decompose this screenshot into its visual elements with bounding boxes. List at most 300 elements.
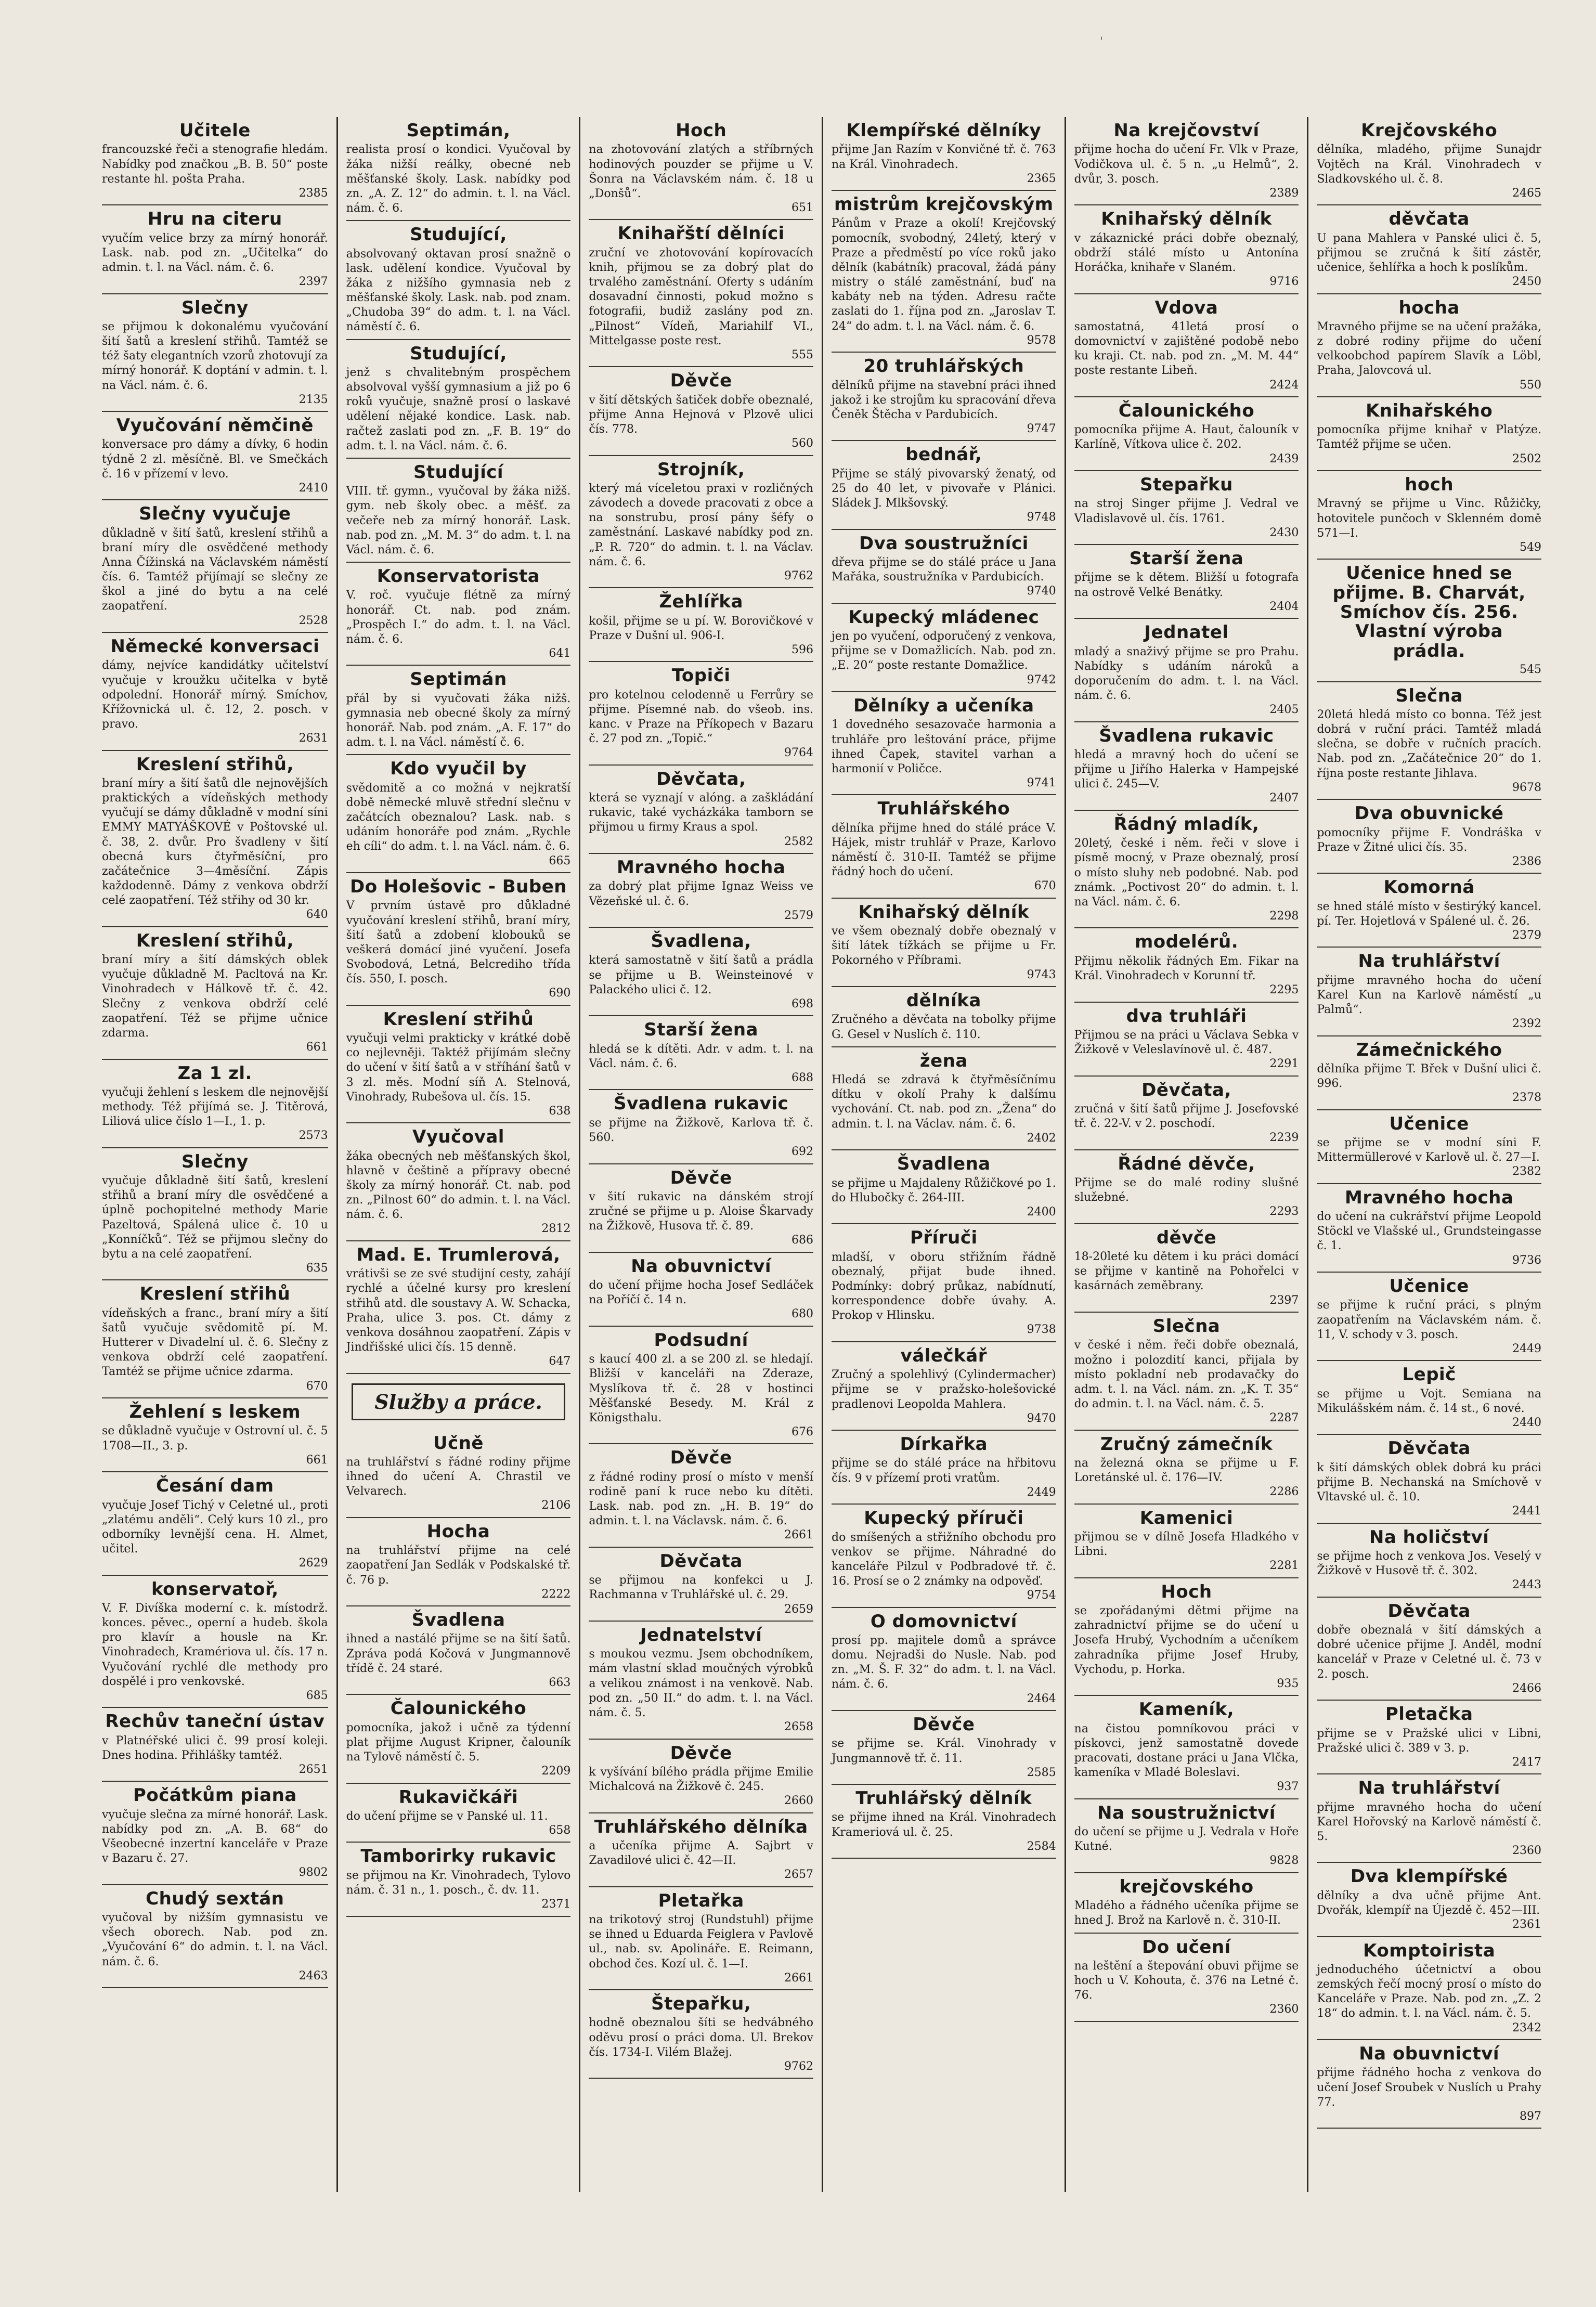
ad-heading: Vdova (1154, 297, 1218, 318)
ad-number: 2281 (1269, 1559, 1299, 1573)
classified-ad (589, 1622, 813, 1740)
ad-number: 2378 (1512, 1091, 1541, 1105)
ad-number: 2397 (1269, 1293, 1299, 1307)
ad-number: 2298 (1269, 910, 1299, 923)
ad-body: vyučuji velmi prakticky v krátké době co nejlevněji. Taktéž přijímám slečny do učení v šití šatů a v stříhání šatů v 3 zl. měs. Modní síň A. Stelnová, Vinohrady, Rubešova ul. čís. 15. (346, 1032, 571, 1104)
ad-number: 2661 (784, 1528, 813, 1542)
ad-number: 661 (306, 1453, 328, 1467)
ad-heading: Kreslení střihů, (136, 930, 294, 951)
classified-ad (832, 604, 1056, 692)
ad-body: jednoduchého účetnictví a obou zemských řečí mocný prosí o místo do Kanceláře v Praze. Nab. pod zn. „Z. 2 18“ do admin. t. l. na Václ. nám. č. 5. (1317, 1963, 1541, 2020)
ad-heading: Čalounického (1118, 400, 1255, 421)
classified-ad (1317, 471, 1541, 560)
ad-number: 596 (791, 643, 813, 656)
ad-body: v Platnéřské ulici č. 99 prosí koleji. Dnes hodina. Přihlášky tamtéž. (102, 1734, 328, 1762)
ad-number: 2528 (299, 614, 328, 627)
ad-body: zruční ve zhotovování kopírovacích knih, přijmou se za dobrý plat do trvalého zaměstnání. Oferty s udáním dosavadní činnosti, pokud možno s fotografii, budiž zaslány pod zn. „Pilnost“ Vídeň, Mariahilf VI., Mittelgasse poste rest. (589, 246, 813, 347)
ad-body: ihned a nastálé přijme se na šití šatů. Zpráva podá Kočová v Jungmannově třídě č. 24 staré. (346, 1632, 571, 1675)
ad-body: se zpořádanými dětmi přijme na zahradnictví přijme se do učení u Josefa Hrubý, Vychodním a učeníkem zahradníka přijme Josef Hruby, Vychodu, p. Horka. (1074, 1604, 1299, 1676)
ad-heading: Rechův taneční ústav (105, 1711, 325, 1732)
ad-number: 690 (549, 987, 571, 1000)
ad-heading: Mad. E. Trumlerová, (356, 1244, 561, 1265)
classified-ad (346, 755, 571, 873)
classified-ad (346, 340, 571, 459)
classified-ad (832, 987, 1056, 1047)
ad-body: přijme mravného hocha do učení Karel Kun na Karlově náměstí „u Palmů“. (1317, 974, 1541, 1017)
classified-ad (1317, 1435, 1541, 1523)
ad-heading: Děvče (670, 370, 732, 392)
classified-ad (102, 1280, 328, 1398)
ad-body: Zručného a děvčata na tobolky přijme G. Gesel v Nuslích č. 110. (831, 1013, 1056, 1041)
ad-number: 549 (1519, 540, 1541, 554)
ad-heading: Štepařku, (651, 1993, 751, 2015)
classified-ad (589, 117, 813, 220)
classified-ad (346, 1843, 571, 1916)
ad-body: dělníka, mladého, přijme Sunajdr Vojtěch na Král. Vinohradech v Sladkovského ul. č. 8. (1317, 143, 1541, 186)
ad-heading: Děvčata, (656, 768, 746, 789)
ad-number: 2392 (1512, 1017, 1541, 1031)
ad-body: přijme se k dětem. Bližší u fotografa na ostrově Velké Benátky. (1074, 571, 1299, 599)
classified-ad (832, 441, 1056, 529)
ad-body: mladý a snaživý přijme se pro Prahu. Nabídky s udáním nároků a doporučením do adm. t. l. na Václ. nám. č. 6. (1074, 645, 1299, 703)
ad-body: ve všem obeznalý dobře obeznalý v šití látek tížkách se přijme u Fr. Pokorného v Příbrami. (831, 925, 1056, 967)
classified-ad (346, 666, 571, 755)
ad-body: realista prosí o kondici. Vyučoval by žáka nižší reálky, obecné neb měšťanské školy. Lask. nabídky pod zn. „A. Z. 12“ do admin. t. l. na Václ. nám. č. 6. (346, 143, 571, 215)
classified-ad (102, 1576, 328, 1708)
ad-number: 661 (306, 1041, 328, 1054)
ad-body: se přijme ihned na Král. Vinohradech Krameriová ul. č. 25. (831, 1811, 1056, 1839)
classified-ad (1074, 545, 1299, 619)
ad-body: s kaucí 400 zl. a se 200 zl. se hledají. Bližší v kanceláři na Zderaze, Myslíkova tř. č. 28 v hostinci Měšťanské Besedy. M. Král z Königsthalu. (589, 1353, 813, 1424)
ad-heading: Knihařský dělník (858, 901, 1030, 923)
ad-heading: Vyučování němčině (116, 415, 314, 436)
ad-heading: Slečna (1152, 1316, 1221, 1337)
classified-ad (346, 1241, 571, 1374)
ad-body: přijme se do stálé práce na hřbitovu čís. 9 v přízemí proti vratům. (831, 1457, 1056, 1485)
ad-heading: O domovnictví (870, 1611, 1017, 1632)
ad-heading: Kreslení střihů (383, 1008, 534, 1030)
ad-heading: Do Holešovic - Buben (349, 876, 567, 897)
ad-number: 9740 (1027, 585, 1056, 598)
ad-number: 9762 (784, 569, 813, 582)
ad-body: VIII. tř. gymn., vyučoval by žáka nižš. gym. neb školy obec. a měšť. za večeře neb za mírný honorář. Lask. nab. pod zn. „M. M. 3“ do adm. t. l. na Václ. nám. č. 6. (346, 485, 571, 556)
classified-ad (832, 1047, 1056, 1150)
ad-body: Přijmou se na práci u Václava Sebka v Žižkově v Veleslavínově ul. č. 487. (1074, 1028, 1299, 1057)
column-1 (94, 117, 336, 2192)
classified-ad (589, 928, 813, 1016)
column-2 (336, 117, 579, 2192)
ad-number: 680 (791, 1307, 813, 1321)
ad-number: 663 (549, 1676, 571, 1689)
ad-number: 2239 (1269, 1131, 1299, 1145)
ad-body: žáka obecných neb měšťanských škol, hlavně v češtině a přípravy obecné školy za mírný honorář. Ct. nab. pod zn. „Pilnost 60“ do admin. t. l. na Václ. nám. č. 6. (346, 1149, 571, 1222)
ad-body: pomocníky přijme F. Vondráška v Praze v Žitné ulici čís. 35. (1317, 826, 1541, 854)
classified-ad (346, 1606, 571, 1695)
ad-body: vrátivši se ze své studijní cesty, zahájí rychlé a účelné kursy pro kreslení střihů atd. dle soustavy A. W. Schacka, Praha, ulice 3. pos. Ct. dámy z venkova dosáhnou zaopatření. Zápis v Jindřišské ulici čís. 15 denně. (346, 1267, 571, 1354)
ad-heading: Slečny (181, 1151, 249, 1172)
classified-ad (1074, 294, 1299, 397)
ad-number: 9747 (1027, 422, 1056, 435)
ad-heading: Kupecký příruči (864, 1508, 1024, 1529)
ad-heading: bednář, (905, 444, 982, 465)
classified-ad (102, 205, 328, 294)
ad-heading: Učenice (1389, 1276, 1469, 1297)
ad-heading: děvčata (1389, 209, 1470, 230)
ad-body: do smíšených a střižního obchodu pro venkov se přijme. Náhradné do kanceláře Pilzul v Podbradové tř. č. 16. Prosí se o 2 známky na odpověď. (831, 1531, 1056, 1588)
ad-body: Mravný se přijme u Vinc. Růžičky, hotovitele punčoch v Sklenném domě 571—I. (1317, 497, 1541, 540)
column-4 (822, 117, 1065, 2192)
classified-ad (1074, 1313, 1299, 1431)
ad-heading: Na obuvnictví (631, 1255, 772, 1277)
ad-body: do učení přijme hocha Josef Sedláček na Poříčí č. 14 n. (589, 1279, 813, 1307)
ad-heading: Dva klempířské (1350, 1866, 1508, 1887)
classified-ad (102, 633, 328, 751)
ad-number: 2502 (1512, 452, 1541, 465)
ad-body: 20letý, české i něm. řeči v slove i písmě mocný, v Praze obeznalý, prosí o místo sluhy neb podobné. Nab. pod známk. „Poctivost 20“ do admin. t. l. na Václ. nám. č. 6. (1074, 837, 1299, 909)
ad-number: 2405 (1269, 703, 1299, 717)
ad-number: 2365 (1027, 172, 1056, 185)
ad-number: 658 (549, 1824, 571, 1837)
ad-heading: Na holičství (1369, 1526, 1489, 1548)
ad-number: 9578 (1027, 333, 1056, 347)
classified-ad (589, 220, 813, 367)
ad-number: 2342 (1512, 2021, 1541, 2034)
ad-heading: Lepič (1402, 1364, 1456, 1385)
classified-ad (346, 1430, 571, 1518)
ad-heading: Děvčata, (1141, 1079, 1231, 1100)
ad-number: 2417 (1512, 1755, 1541, 1769)
classified-ad (102, 927, 328, 1060)
ad-heading: Dva obuvnické (1354, 803, 1504, 824)
ad-heading: děvče (1156, 1227, 1217, 1248)
classified-ad (832, 353, 1056, 441)
ad-number: 937 (1277, 1780, 1299, 1794)
ad-body: na truhlářství s řádné rodiny přijme ihned do učení A. Chrastil ve Velvarech. (346, 1455, 571, 1498)
classified-ad (832, 692, 1056, 795)
classified-ad (102, 1782, 328, 1885)
ad-body: svědomitě a co možná v nejkratší době německé mluvě střední slečnu v začátcích obeznalou? Lask. nab. s udáním honoráře pod znám. „Rychle eh cíli“ do adm. t. l. na Václ. nám. č. 6. (346, 781, 571, 853)
classified-ad (589, 1740, 813, 1813)
ad-body: Zručný a spolehlivý (Cylindermacher) přijme se v pražsko-holešovické pradlenovi Leopolda Mahlera. (831, 1368, 1056, 1411)
classified-ad (1317, 1361, 1541, 1435)
classified-ad (1074, 928, 1299, 1002)
ad-body: se důkladně vyučuje v Ostrovní ul. č. 5 1708—II., 3. p. (102, 1424, 328, 1453)
ad-number: 2286 (1269, 1485, 1299, 1499)
ad-number: 676 (791, 1425, 813, 1439)
ad-body: pomocníka přijme A. Haut, čalouník v Karlíně, Vítkova ulice č. 202. (1074, 423, 1299, 451)
classified-ad (589, 1016, 813, 1090)
ad-body: přijme Jan Razím v Konvičné tř. č. 763 na Král. Vinohradech. (831, 143, 1056, 171)
ad-body: francouzské řeči a stenografie hledám. Nabídky pod značkou „B. B. 50“ poste restante hl. pošta Praha. (102, 143, 328, 186)
ad-number: 2657 (784, 1868, 813, 1882)
ad-body: 18-20leté ku dětem i ku práci domácí se přijme v kantině na Pohořelci v kasárnách zeměbrany. (1074, 1250, 1299, 1293)
ad-heading: mistrům krejčovským (834, 194, 1054, 215)
classified-ad (1317, 1524, 1541, 1598)
ad-heading: Rukavičkáři (398, 1786, 518, 1808)
ad-number: 2135 (299, 393, 328, 406)
ad-heading: 20 truhlářských (863, 356, 1024, 377)
ad-body: dělníka přijme T. Břek v Dušní ulici č. 996. (1317, 1062, 1541, 1091)
ad-number: 2439 (1269, 452, 1299, 465)
ad-number: 2379 (1512, 928, 1541, 942)
ad-number: 2464 (1027, 1692, 1056, 1705)
ad-body: se přijme u Vojt. Semiana na Mikulášském nám. č. 14 st., 6 nové. (1317, 1387, 1541, 1415)
ad-number: 2449 (1027, 1485, 1056, 1499)
ad-body: přijme mravného hocha do učení Karel Hořovský na Karlově náměstí č. 5. (1317, 1800, 1541, 1843)
classified-ad (832, 795, 1056, 898)
classified-ad (589, 1990, 813, 2079)
ad-body: se přijme se. Král. Vinohrady v Jungmannově tř. č. 11. (831, 1737, 1056, 1765)
ad-number: 2222 (541, 1587, 571, 1601)
ad-body: která samostatně v šití šatů a prádla se přijme u B. Weinsteinové v Palackého ulici č. 12. (589, 954, 813, 996)
classified-ad (1074, 1003, 1299, 1077)
ad-body: jenž s chvalitebným prospěchem absolvoval vyšší gymnasium a již po 6 roků vyučuje, snažně prosí o laskavé udělení nějaké kondice. Lask. nab. račtež zaslati pod zn. „F. B. 19“ do adm. t. l. na Václ. nám. č. 6. (346, 366, 571, 452)
ad-number: 688 (791, 1071, 813, 1085)
classified-ad (1074, 471, 1299, 545)
classified-ad (589, 662, 813, 765)
classified-ad (1317, 1774, 1541, 1863)
classified-ad (1074, 1150, 1299, 1224)
ad-body: v české i něm. řeči dobře obeznalá, možno i polozdití kanci, přijala by místo pokladní neb prodavačky do adm. t. l. na Václ. nám. zn. „K. T. 35“ do admin. t. l. na Václ. nám. č. 5. (1074, 1339, 1299, 1411)
ad-body: k šití dámských oblek dobrá ku práci přijme B. Nechanská na Smíchově v Vltavské ul. č. 10. (1317, 1461, 1541, 1504)
classified-ad (346, 873, 571, 1006)
ad-body: přijme řádného hocha z venkova do učení Josef Sroubek v Nuslích u Prahy 77. (1317, 2066, 1541, 2109)
ad-heading: Učenice hned se přijme. B. Charvát, Smíchov čís. 256. Vlastní výroba prádla. (1332, 563, 1526, 662)
classified-ad (1317, 1937, 1541, 2040)
ad-heading: Hru na citeru (147, 209, 282, 230)
classified-ad (346, 117, 571, 221)
ad-body: se hned stálé místo v šestirýký kancel. pí. Ter. Hojetlová v Spálené ul. č. 26. (1317, 900, 1541, 928)
classified-ad (589, 588, 813, 662)
ad-number: 698 (791, 997, 813, 1010)
ad-heading: Děvče (670, 1447, 732, 1469)
classified-ad (1074, 397, 1299, 471)
ad-body: Hledá se zdravá k čtyřměsíčnímu dítku v okolí Prahy k dalšímu vychování. Ct. nab. pod zn. „Žena“ do admin. t. l. na Václav. nám. č. 6. (831, 1073, 1056, 1131)
ad-body: na čistou pomníkovou práci v pískovci, jenž samostatně dovede pracovati, dostane práci u Jana Vlčka, kameníka v Mladé Boleslavi. (1074, 1722, 1299, 1780)
ad-heading: Tamborirky rukavic (360, 1846, 556, 1867)
ad-body: vyučuje důkladně šití šatů, kreslení střihů a braní míry dle osvědčené a úplně pochopitelné methody Marie Pazeltová, Spálená ulice č. 10 u „Konníčků“. Též se přijmou slečny do bytu a na celé zaopatření. (102, 1174, 328, 1261)
ad-body: se přijme hoch z venkova Jos. Veselý v Žižkově v Husově tř. č. 302. (1317, 1550, 1541, 1578)
ad-heading: Dírkařka (900, 1434, 988, 1455)
ad-heading: Knihařského (1366, 400, 1493, 421)
classified-ad (1317, 1110, 1541, 1184)
ad-body: Pánům v Praze a okolí! Krejčovský pomocník, svobodný, 24letý, který v Praze a předměstí po více roků jako dělník (kabátník) pracoval, žádá pány mistry o stálé zaměstnání, buď na kabáty neb na týden. Adresu račte zaslati do 1. října pod zn. „Jaroslav T. 24“ do adm. t. l. na Václ. nám. č. 6. (831, 217, 1056, 333)
classified-ad (102, 1060, 328, 1148)
ad-number: 2585 (1027, 1766, 1056, 1779)
ad-heading: Děvčata (659, 1550, 743, 1572)
classified-ad (589, 1090, 813, 1164)
classified-ad (102, 500, 328, 633)
ad-heading: Starší žena (644, 1019, 758, 1041)
ad-heading: hocha (1398, 297, 1460, 318)
ad-heading: Kameník, (1138, 1699, 1235, 1720)
classified-ad (589, 456, 813, 589)
ad-heading: Učitele (179, 120, 251, 141)
ad-heading: Septimán, (406, 120, 511, 141)
ad-heading: Chudý sextán (146, 1888, 284, 1909)
classified-ad (102, 1148, 328, 1281)
classified-ad (102, 412, 328, 500)
ad-number: 9470 (1027, 1411, 1056, 1425)
ad-heading: Kupecký mládenec (848, 606, 1040, 628)
ad-number: 2661 (784, 1971, 813, 1985)
ad-number: 2386 (1512, 854, 1541, 868)
ad-heading: krejčovského (1119, 1876, 1254, 1897)
ad-number: 2584 (1027, 1839, 1056, 1853)
ad-number: 550 (1519, 378, 1541, 392)
ad-heading: Čalounického (390, 1698, 527, 1719)
ad-body: košil, přijme se u pí. W. Borovičkové v Praze v Dušní ul. 906-I. (589, 614, 813, 642)
classified-ad (346, 1123, 571, 1241)
ad-body: přijme se v Pražské ulici v Libni, Pražské ulici č. 389 v 3. p. (1317, 1727, 1541, 1755)
ad-body: hodně obeznalou šíti se hedvábného oděvu prosí o práci doma. Ul. Brekov čís. 1734-I. Vilém Blažej. (589, 2016, 813, 2059)
ad-number: 9716 (1269, 275, 1299, 289)
ad-heading: Na krejčovství (1113, 120, 1260, 141)
ad-body: důkladně v šití šatů, kreslení střihů a braní míry dle osvědčené methody Anna Čížinská na Václavském náměstí čís. 6. Tamtéž přijímají se slečny ze škol a jiné do bytu a na celé zaopatření. (102, 526, 328, 613)
ad-body: se přijme u Majdaleny Růžičkové po 1. do Hlubočky č. 264-III. (831, 1176, 1056, 1204)
ad-number: 2400 (1027, 1205, 1056, 1219)
ad-body: absolvovaný oktavan prosí snažně o lask. udělení kondice. Vyučoval by žáka z nižšího gymnasia neb z měšťanské školy. Lask. nab. pod znam. „Chudoba 39“ do adm. t. l. na Václ. náměstí č. 6. (346, 247, 571, 334)
ad-number: 560 (791, 437, 813, 450)
ad-number: 2466 (1512, 1681, 1541, 1695)
ad-body: hledá se k dítěti. Adr. v adm. t. l. na Václ. nám. č. 6. (589, 1042, 813, 1070)
ad-body: a učeníka přijme A. Sajbrt v Zavadilové ulici č. 42—II. (589, 1839, 813, 1868)
ad-number: 545 (1519, 663, 1541, 677)
ad-heading: Jednatelství (640, 1624, 762, 1645)
classified-ad (346, 1784, 571, 1843)
ad-body: U pana Mahlera v Panské ulici č. 5, přijmou se zručná k šití zástěr, učenice, šehlířka a hoch k poslíkům. (1317, 231, 1541, 274)
ad-number: 9741 (1027, 776, 1056, 789)
classified-ad (589, 1548, 813, 1622)
ad-number: 2404 (1269, 600, 1299, 613)
ad-body: na železná okna se přijme u F. Loretánské ul. č. 176—IV. (1074, 1456, 1299, 1485)
classified-ad (1317, 2040, 1541, 2129)
ad-heading: Slečny (181, 297, 249, 318)
classified-ad (1317, 205, 1541, 294)
ad-heading: Zručný zámečník (1100, 1433, 1273, 1455)
classified-ad (589, 367, 813, 456)
ad-body: se přijmou na Kr. Vinohradech, Tylovo nám. č. 31 n., 1. posch., č. dv. 11. (346, 1869, 571, 1897)
classified-ad (1074, 1431, 1299, 1505)
ad-body: v šití dětských šatiček dobře obeznalé, přijme Anna Hejnová v Plzově ulici čís. 778. (589, 393, 813, 436)
ad-number: 670 (1034, 879, 1056, 893)
ad-heading: Do učení (1142, 1936, 1231, 1958)
ad-number: 2430 (1269, 526, 1299, 539)
ad-number: 2402 (1027, 1131, 1056, 1145)
ad-number: 2361 (1512, 1918, 1541, 1932)
ad-body: se přijme se v modní síni F. Mittermüllerové v Karlově ul. č. 27—I. (1317, 1136, 1541, 1164)
ad-body: Přijme se stálý pivovarský ženatý, od 25 do 40 let, v pivovaře v Plánici. Sládek J. Mlkšovský. (831, 467, 1056, 510)
ad-heading: Konservatorista (377, 566, 540, 587)
ad-heading: žena (919, 1050, 968, 1071)
ad-number: 9764 (784, 746, 813, 760)
ad-body: na zhotovování zlatých a stříbrných hodinových pouzder se přijme u V. Šonra na Václavském nám. č. 18 u „Donšů“. (589, 143, 813, 200)
ad-body: vyučoval by nižším gymnasistu ve všech oborech. Nab. pod zn. „Vyučování 6“ do admin. t. l. na Václ. nám. č. 6. (102, 1911, 328, 1968)
ad-heading: Mravného hocha (1345, 1187, 1514, 1208)
ad-heading: Zámečnického (1356, 1039, 1502, 1060)
ad-number: 2441 (1512, 1505, 1541, 1518)
ad-heading: dělníka (906, 990, 981, 1012)
ad-heading: Topiči (671, 665, 731, 686)
classified-ad (832, 1608, 1056, 1711)
ad-number: 2360 (1512, 1844, 1541, 1858)
ad-heading: Příruči (910, 1227, 978, 1249)
classified-ad (832, 191, 1056, 353)
classified-ad (1317, 1863, 1541, 1937)
ad-heading: Dělníky a učeníka (853, 695, 1034, 716)
ad-number: 897 (1519, 2109, 1541, 2123)
ad-body: z řádné rodiny prosí o místo v menší rodině paní k ruce nebo ku dítěti. Lask. nab. pod zn. „H. B. 19“ do admin. t. l. na Václavsk. nám. č. 6. (589, 1470, 813, 1528)
ad-number: 692 (791, 1145, 813, 1159)
ad-body: hledá a mravný hoch do učení se přijme u Jiřího Halerka v Hampejské ulici č. 245—V. (1074, 748, 1299, 791)
classified-ad (102, 1398, 328, 1472)
ad-number: 2371 (541, 1898, 571, 1911)
ad-body: prosí pp. majitele domů a správce domu. Nejradši do Nusle. Nab. pod zn. „M. Š. F. 32“ do adm. t. l. na Václ. nám. č. 6. (831, 1634, 1056, 1691)
ad-body: 1 dovedného sesazovače harmonia a truhláře pro leštování práce, přijme ihned Čapek, stavitel varhan a harmonií v Poličce. (831, 718, 1056, 775)
classified-ad (1074, 1696, 1299, 1799)
ad-number: 2360 (1269, 2003, 1299, 2016)
ad-number: 2443 (1512, 1578, 1541, 1592)
ad-number: 651 (791, 201, 813, 215)
classified-ad (1074, 811, 1299, 929)
classified-ad (1317, 874, 1541, 948)
ad-number: 2573 (299, 1129, 328, 1143)
ad-body: která se vyznají v alóng. a zaškládání rukavic, také vycházkáka tamborn se přijmou u firmy Kraus a spol. (589, 792, 813, 834)
ad-number: 2465 (1512, 186, 1541, 200)
ad-heading: Septimán (410, 669, 507, 690)
ad-heading: Mravného hocha (617, 857, 786, 878)
ad-body: v šití rukavic na dánském strojí zručné se přijme u p. Aloise Škarvady na Žižkově, Husova tř. č. 89. (589, 1190, 813, 1233)
ad-heading: modelérů. (1134, 931, 1239, 953)
ad-heading: Vyučoval (412, 1126, 504, 1148)
classified-ad (346, 563, 571, 666)
ad-heading: hoch (1405, 474, 1454, 495)
classified-ad (1317, 1184, 1541, 1273)
ad-body: Přijmu několik řádných Em. Fikar na Král. Vinohradech v Korunní tř. (1074, 954, 1299, 982)
classified-ad (832, 1711, 1056, 1785)
ad-heading: Podsudní (654, 1329, 748, 1351)
ad-number: 555 (791, 348, 813, 361)
classified-ad (1074, 117, 1299, 205)
classified-ad (589, 1327, 813, 1445)
ad-heading: Truhlářský dělník (855, 1788, 1032, 1809)
classified-ad (346, 1518, 571, 1606)
ad-number: 9762 (784, 2059, 813, 2073)
ad-body: V. F. Divíška moderní c. k. místodrž. konces. pěvec., operní a hudeb. škola pro klavír a housle na Kr. Vinohradech, Kramériova ul. čís. 17 n. Vyučování rychlé dle methody pro dospělé i pro venkovské. (102, 1601, 328, 1688)
ad-heading: Kreslení střihů, (136, 754, 294, 775)
ad-heading: Hocha (426, 1521, 490, 1542)
ad-body: Mladého a řádného učeníka přijme se hned J. Brož na Karlově n. č. 310-II. (1074, 1899, 1299, 1927)
classified-ad (1317, 560, 1541, 682)
ad-body: Přijme se do malé rodiny slušné služebné. (1074, 1176, 1299, 1204)
ad-heading: Kamenici (1139, 1507, 1234, 1528)
ad-heading: Knihařští dělníci (617, 223, 785, 244)
ad-number: 638 (549, 1104, 571, 1118)
ad-heading: Truhlářského (877, 798, 1010, 820)
ad-heading: Švadlena rukavic (1099, 725, 1274, 746)
ad-heading: dva truhláři (1126, 1005, 1247, 1027)
ad-body: 20letá hledá místo co bonna. Též jest dobrá v ruční práci. Tamtéž mladá slečna, se dobře v ručních pracích. Nab. pod zn. „Začátečnice 20“ do 1. října poste restante Jihlava. (1317, 708, 1541, 780)
ad-number: 2658 (784, 1720, 813, 1734)
ad-number: 2579 (784, 909, 813, 922)
ad-heading: Švadlena (897, 1154, 991, 1175)
ad-number: 635 (306, 1262, 328, 1275)
ad-number: 685 (306, 1689, 328, 1702)
classified-ad (1317, 397, 1541, 471)
ad-number: 2582 (784, 835, 813, 848)
ad-body: braní míry a šití šatů dle nejnovějších praktických a vídeňských methody vyučují se dámy důkladně v modní síni EMMY MATYÁŠKOVÉ v Poštovské ul. č. 38, 2. dvůr. Pro švadleny v šití obecná kurs čtyřměsíční, pro začátečnice 3—4měsíční. Zápis každodenně. Dámy z venkova obdrží celé zaopatření. Též střihy od 30 kr. (102, 776, 328, 908)
ad-number: 2407 (1269, 792, 1299, 805)
